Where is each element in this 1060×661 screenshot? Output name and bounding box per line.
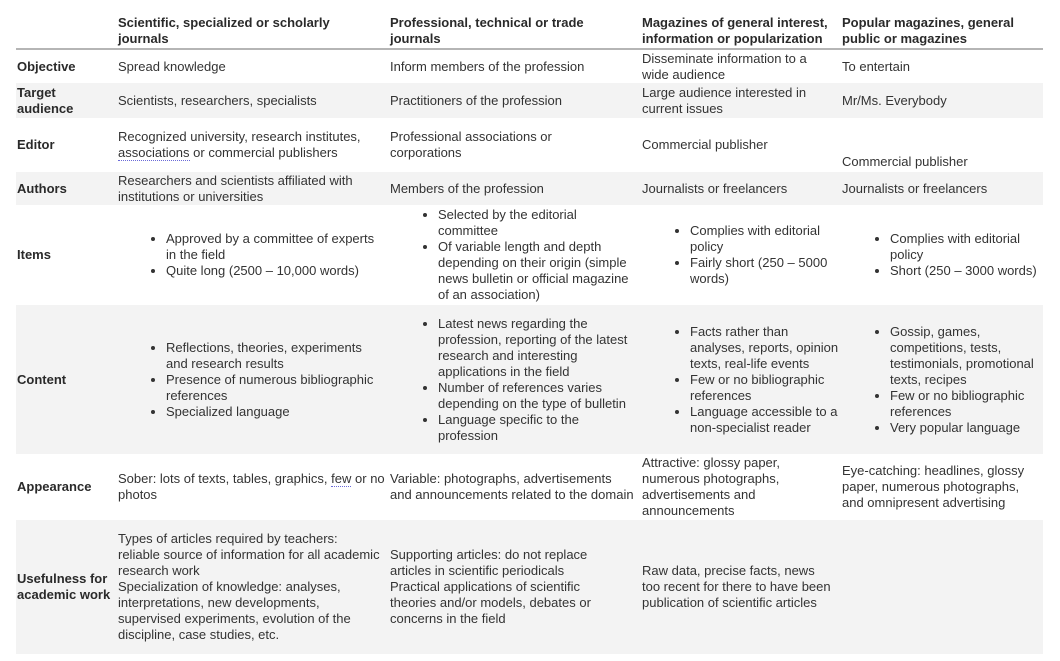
cell-objective-professional: Inform members of the profession [390, 58, 585, 74]
cell-items-popular [842, 205, 1042, 305]
cell-usefulness-general: Raw data, precise facts, news too recent for there to have been publication of scientific articles [642, 563, 831, 610]
table-row-objective [16, 50, 1043, 83]
list-item: • Presence of numerous bibliographic references [166, 372, 384, 404]
cell-authors-professional: Members of the profession [390, 180, 544, 196]
table-row-content [16, 305, 1043, 454]
list-item: • Complies with editorial policy [690, 223, 838, 255]
cell-editor-popular: Commercial publisher [842, 154, 968, 169]
header-popular: Popular magazines, general public or magazines [842, 15, 1014, 46]
row-label-appearance: Appearance [17, 479, 92, 494]
table-row-target-audience [16, 83, 1043, 118]
cell-target-general: Large audience interested in current issues [642, 84, 807, 116]
list-item: • Latest news regarding the profession, reporting of the latest research and interesting applications in the field [438, 316, 636, 380]
cell-objective-popular: To entertain [842, 58, 910, 74]
list-item: • Very popular language [890, 420, 1042, 436]
list-item: • Specialized language [166, 404, 384, 420]
table-row-appearance [16, 454, 1043, 520]
cell-authors-popular: Journalists or freelancers [842, 180, 988, 196]
cell-appearance-popular: Eye-catching: headlines, glossy paper, numerous photographs, and omnipresent advertising [842, 463, 1025, 510]
cell-usefulness-scientific [118, 520, 380, 654]
list-item: • Complies with editorial policy [890, 231, 1040, 263]
cell-content-scientific [118, 305, 386, 454]
appearance-scientific-few: few [331, 471, 352, 486]
list-item: • Language specific to the profession [438, 412, 636, 444]
editor-scientific-text-2: or commercial publishers [189, 145, 338, 160]
list-item: • Number of references varies depending on the type of bulletin [438, 380, 636, 412]
cell-content-general [642, 305, 838, 454]
cell-content-popular [842, 305, 1042, 454]
cell-editor-professional: Professional associations or corporations [390, 129, 552, 160]
cell-objective-general: Disseminate information to a wide audience [642, 50, 807, 82]
list-item: • Of variable length and depth depending on their origin (simple news bulletin or official magazine of an association) [438, 239, 636, 303]
table-row-usefulness [16, 520, 1043, 654]
cell-items-scientific [118, 205, 380, 305]
table-header [16, 0, 1043, 50]
cell-target-popular: Mr/Ms. Everybody [842, 92, 947, 108]
cell-authors-scientific: Researchers and scientists affiliated with institutions or universities [118, 172, 353, 204]
row-label-content: Content [17, 371, 67, 387]
row-label-editor: Editor [17, 137, 55, 152]
cell-target-scientific: Scientists, researchers, specialists [118, 92, 317, 108]
cell-items-general [642, 205, 838, 305]
list-item: • Quite long (2500 – 10,000 words) [166, 263, 376, 279]
row-label-target-audience: Target audience [17, 84, 74, 116]
table-row-editor [16, 118, 1043, 172]
cell-target-professional: Practitioners of the profession [390, 92, 562, 108]
list-item: • Gossip, games, competitions, tests, testimonials, promotional texts, recipes [890, 324, 1042, 388]
list-item: • Reflections, theories, experiments and research results [166, 340, 384, 372]
usefulness-scientific-para-2: Specialization of knowledge: analyses, interpretations, new developments, supervised experiments, evolution of the discipline, case studies, etc. [118, 579, 351, 642]
list-item: • Short (250 – 3000 words) [890, 263, 1040, 279]
table-row-items [16, 205, 1043, 305]
cell-appearance-professional: Variable: photographs, advertisements and announcements related to the domain [390, 471, 634, 502]
cell-appearance-scientific [118, 454, 386, 520]
list-item: • Few or no bibliographic references [890, 388, 1042, 420]
list-item: • Approved by a committee of experts in the field [166, 231, 376, 263]
table-row-authors [16, 172, 1043, 205]
usefulness-scientific-para-1: Types of articles required by teachers: reliable source of information for all academic research work [118, 531, 380, 578]
appearance-scientific-text-2: or no photos [118, 471, 385, 502]
editor-scientific-associations: associations [118, 145, 190, 160]
cell-items-professional [390, 205, 636, 305]
row-label-items: Items [17, 247, 51, 262]
list-item: • Fairly short (250 – 5000 words) [690, 255, 838, 287]
row-label-objective: Objective [17, 58, 76, 74]
usefulness-professional-para-1: Supporting articles: do not replace articles in scientific periodicals [390, 547, 588, 578]
editor-scientific-text-1: Recognized university, research institutes, [118, 129, 361, 144]
appearance-scientific-text-1: Sober: lots of texts, tables, graphics, [118, 471, 332, 486]
list-item: • Selected by the editorial committee [438, 207, 636, 239]
cell-appearance-general: Attractive: glossy paper, numerous photographs, advertisements and announcements [642, 455, 781, 518]
usefulness-professional-para-2: Practical applications of scientific theories and/or models, debates or concerns in the field [390, 579, 591, 626]
list-item: • Few or no bibliographic references [690, 372, 840, 404]
header-general-interest: Magazines of general interest, information or popularization [642, 15, 828, 46]
row-label-authors: Authors [17, 180, 67, 196]
cell-authors-general: Journalists or freelancers [642, 180, 788, 196]
header-scientific: Scientific, specialized or scholarly journals [118, 15, 330, 46]
cell-editor-general: Commercial publisher [642, 137, 768, 152]
cell-usefulness-professional [390, 520, 620, 654]
cell-content-professional [390, 305, 636, 454]
row-label-usefulness: Usefulness for academic work [17, 571, 111, 602]
list-item: • Language accessible to a non-specialist reader [690, 404, 840, 436]
header-professional: Professional, technical or trade journals [390, 15, 584, 46]
cell-objective-scientific: Spread knowledge [118, 58, 226, 74]
cell-usefulness-popular [842, 520, 1042, 654]
list-item: • Facts rather than analyses, reports, opinion texts, real-life events [690, 324, 840, 372]
cell-editor-scientific [118, 118, 386, 172]
